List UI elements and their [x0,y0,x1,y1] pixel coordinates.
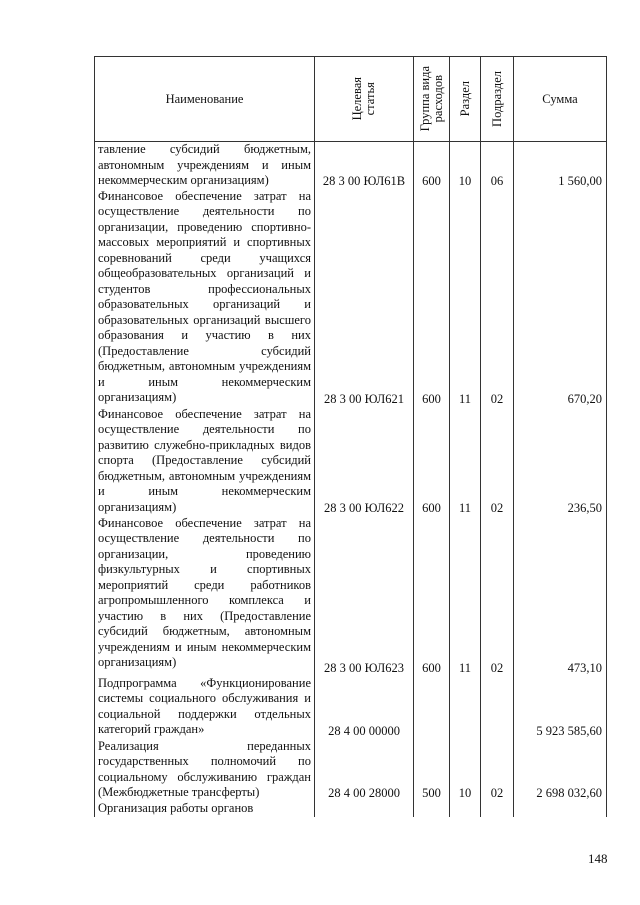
row-name: Организация работы органов [95,801,315,817]
row-subsection: 02 [481,407,514,516]
table-header-row [95,57,607,142]
row-group [414,676,450,739]
row-group: 600 [414,189,450,407]
header-target [315,57,414,142]
row-subsection: 02 [481,189,514,407]
row-sum: 1 560,00 [514,142,607,189]
row-sum: 236,50 [514,407,607,516]
row-target: 28 3 00 ЮЛ623 [315,516,414,676]
header-target-label: Целевая статья [350,77,377,121]
row-target: 28 4 00 28000 [315,739,414,801]
row-group [414,801,450,817]
header-group-label: Группа вида расходов [417,66,445,132]
row-name: Финансовое обеспечение затрат на осуществление деятельности по организации, проведению спортивно-массовых мероприятий и спортивных соревнований среди учащихся общеобразовательных организаций и студентов профессиональных образовательных организаций и образовательных организаций высшего образования и участию в них (Предоставление субсидий бюджетным, автономным учреждениям и иным некоммерческим организациям) [95,189,315,407]
row-group: 600 [414,142,450,189]
row-target: 28 3 00 ЮЛ621 [315,189,414,407]
row-sum: 473,10 [514,516,607,676]
row-group: 500 [414,739,450,801]
header-sum: Сумма [514,57,607,142]
table-row [95,676,607,739]
row-name: Финансовое обеспечение затрат на осуществление деятельности по развитию служебно-прикладных видов спорта (Предоставление субсидий бюджетным, автономным учреждениям и иным некоммерческим организациям) [95,407,315,516]
row-subsection: 02 [481,739,514,801]
row-section: 11 [450,516,481,676]
header-section [450,57,481,142]
row-subsection [481,676,514,739]
header-section-label: Раздел [457,81,472,117]
header-group [414,57,450,142]
row-subsection [481,801,514,817]
table-row [95,142,607,189]
header-subsection-label: Подраздел [489,71,504,127]
row-name: Финансовое обеспечение затрат на осуществление деятельности по организации, проведению физкультурных и спортивных мероприятий среди работников агропромышленного комплекса и участию в них (Предоставление субсидий бюджетным, автономным учреждениям и иным некоммерческим организациям) [95,516,315,676]
row-name: Подпрограмма «Функционирование системы социального обслуживания и социальной поддержки отдельных категорий граждан» [95,676,315,739]
row-group: 600 [414,407,450,516]
row-subsection: 02 [481,516,514,676]
table-row [95,516,607,676]
row-section [450,676,481,739]
row-section [450,801,481,817]
table-row [95,739,607,801]
header-subsection [481,57,514,142]
row-target: 28 4 00 00000 [315,676,414,739]
row-sum: 670,20 [514,189,607,407]
row-name: Реализация переданных государственных полномочий по социальному обслуживанию граждан (Межбюджетные трансферты) [95,739,315,801]
row-sum [514,801,607,817]
row-group: 600 [414,516,450,676]
row-section: 10 [450,739,481,801]
header-name: Наименование [95,57,315,142]
budget-table [94,56,607,817]
table-row [95,189,607,407]
row-target: 28 3 00 ЮЛ622 [315,407,414,516]
row-subsection: 06 [481,142,514,189]
row-name: тавление субсидий бюджетным, автономным учреждениям и иным некоммерческим организациям) [95,142,315,189]
row-target [315,801,414,817]
row-sum: 2 698 032,60 [514,739,607,801]
row-section: 10 [450,142,481,189]
table-row [95,801,607,817]
table-row [95,407,607,516]
row-section: 11 [450,189,481,407]
row-section: 11 [450,407,481,516]
row-target: 28 3 00 ЮЛ61В [315,142,414,189]
page-number: 148 [588,851,608,866]
row-sum: 5 923 585,60 [514,676,607,739]
